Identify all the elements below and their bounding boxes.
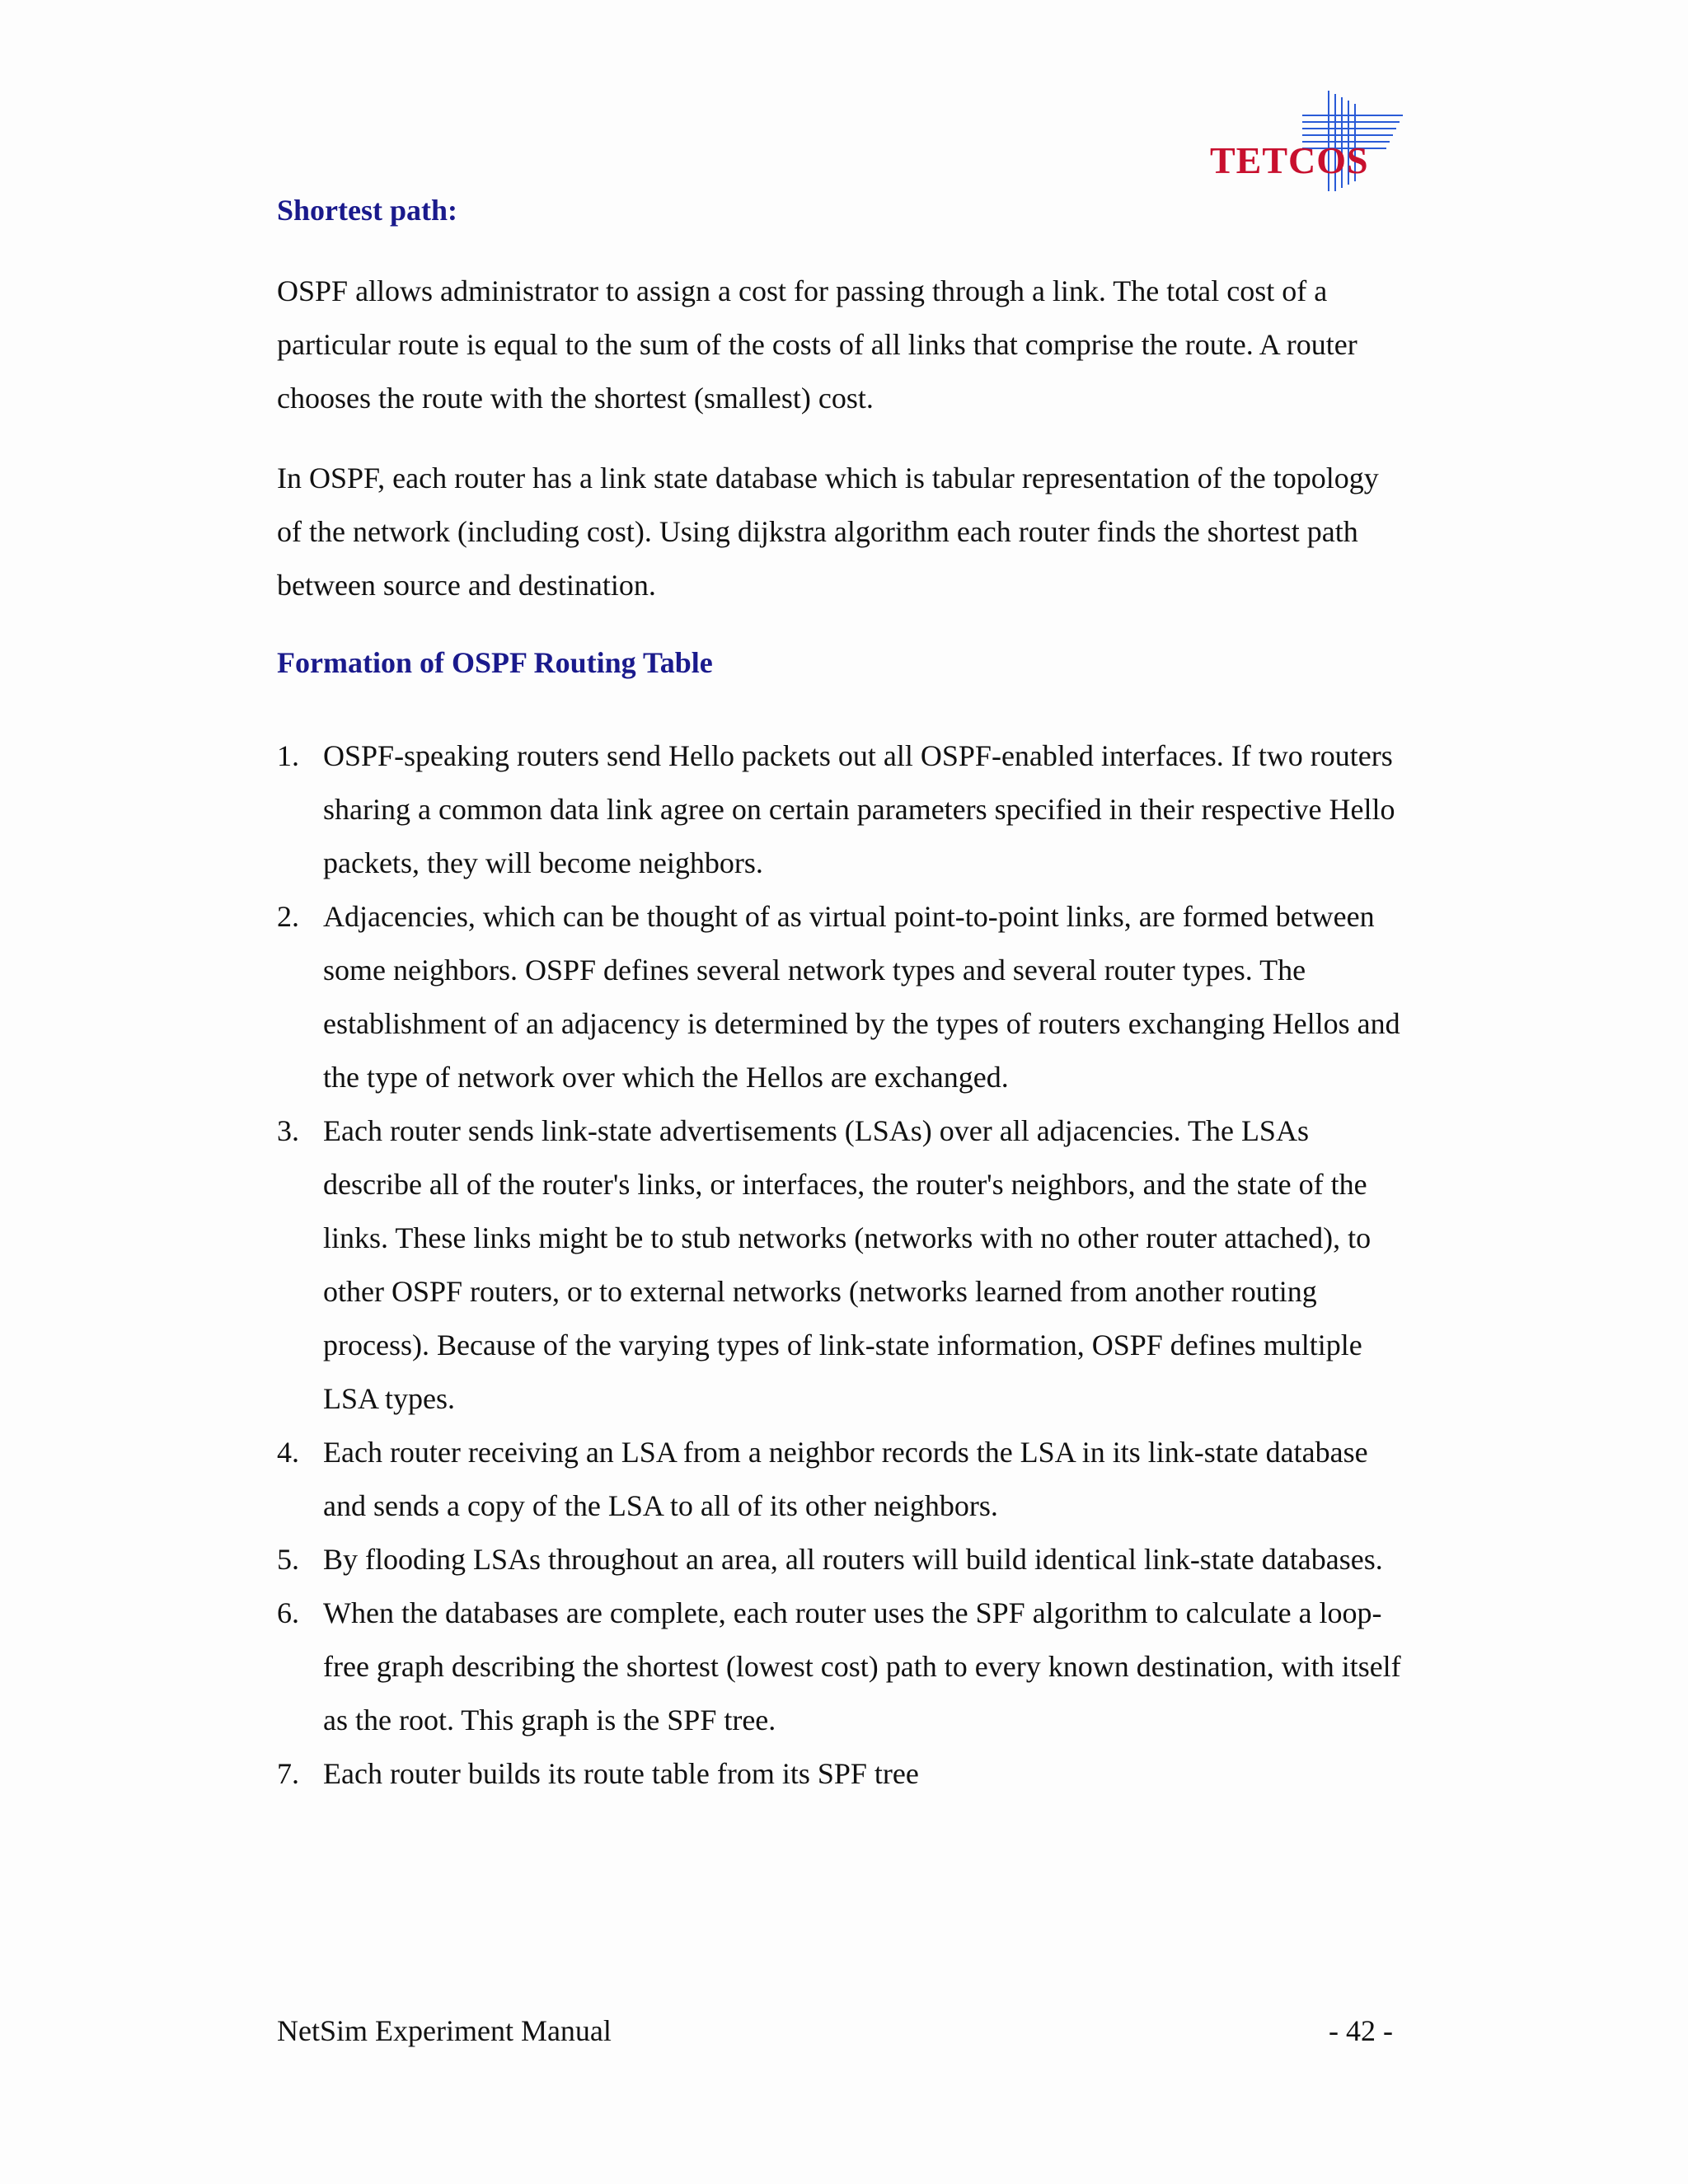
- section-title-routing-table: Formation of OSPF Routing Table: [277, 646, 713, 679]
- list-item: [277, 729, 1414, 890]
- routing-table-steps-list: [277, 729, 1414, 1801]
- list-item-text: Each router receiving an LSA from a neighbor records the LSA in its link-state database and sends a copy of the LSA to all of its other neighbors.: [323, 1436, 1368, 1522]
- list-item-number: 2.: [277, 900, 299, 933]
- footer-page-number: - 42 -: [1329, 2014, 1393, 2047]
- paragraph-link-state-database: In OSPF, each router has a link state database which is tabular representation of the topology of the network (including cost). Using dijkstra algorithm each router finds the shortest path between source and destination.: [277, 462, 1379, 602]
- list-item-number: 6.: [277, 1596, 299, 1629]
- list-item: [277, 1533, 1414, 1586]
- logo-wordmark: TETCOS: [1210, 139, 1369, 181]
- paragraph-ospf-cost: OSPF allows administrator to assign a cost for passing through a link. The total cost of a particular route is equal to the sum of the costs of all links that comprise the route. A router chooses the route with the shortest (smallest) cost.: [277, 274, 1357, 415]
- list-item-text: By flooding LSAs throughout an area, all routers will build identical link-state databases.: [323, 1543, 1383, 1576]
- list-item: [277, 1104, 1414, 1426]
- list-item: [277, 1586, 1414, 1747]
- list-item-text: Each router sends link-state advertisements (LSAs) over all adjacencies. The LSAs describe all of the router's links, or interfaces, the router's neighbors, and the state of the links. These links might be to stub networks (networks with no other router attached), to other OSPF routers, or to external networks (networks learned from another routing process). Because of the varying types of link-state information, OSPF defines multiple LSA types.: [323, 1114, 1372, 1415]
- list-item-text: OSPF-speaking routers send Hello packets out all OSPF-enabled interfaces. If two routers sharing a common data link agree on certain parameters specified in their respective Hello packets, they will become neighbors.: [323, 739, 1395, 879]
- list-item-text: Adjacencies, which can be thought of as virtual point-to-point links, are formed between some neighbors. OSPF defines several network types and several router types. The establishment of an adjacency is determined by the types of routers exchanging Hellos and the type of network over which the Hellos are exchanged.: [323, 900, 1400, 1094]
- section-title-shortest-path: Shortest path:: [277, 194, 458, 227]
- list-item: [277, 1426, 1414, 1533]
- list-item: [277, 1747, 1414, 1801]
- list-item: [277, 890, 1414, 1104]
- list-item-number: 4.: [277, 1436, 299, 1469]
- list-item-text: When the databases are complete, each router uses the SPF algorithm to calculate a loop-free graph describing the shortest (lowest cost) path to every known destination, with itself as the root. This graph is the SPF tree.: [323, 1596, 1401, 1736]
- tetcos-logo: [1205, 91, 1403, 198]
- list-item-number: 7.: [277, 1757, 299, 1790]
- list-item-text: Each router builds its route table from its SPF tree: [323, 1757, 919, 1790]
- footer-manual-title: NetSim Experiment Manual: [277, 2014, 612, 2047]
- list-item-number: 1.: [277, 739, 299, 772]
- list-item-number: 5.: [277, 1543, 299, 1576]
- list-item-number: 3.: [277, 1114, 299, 1147]
